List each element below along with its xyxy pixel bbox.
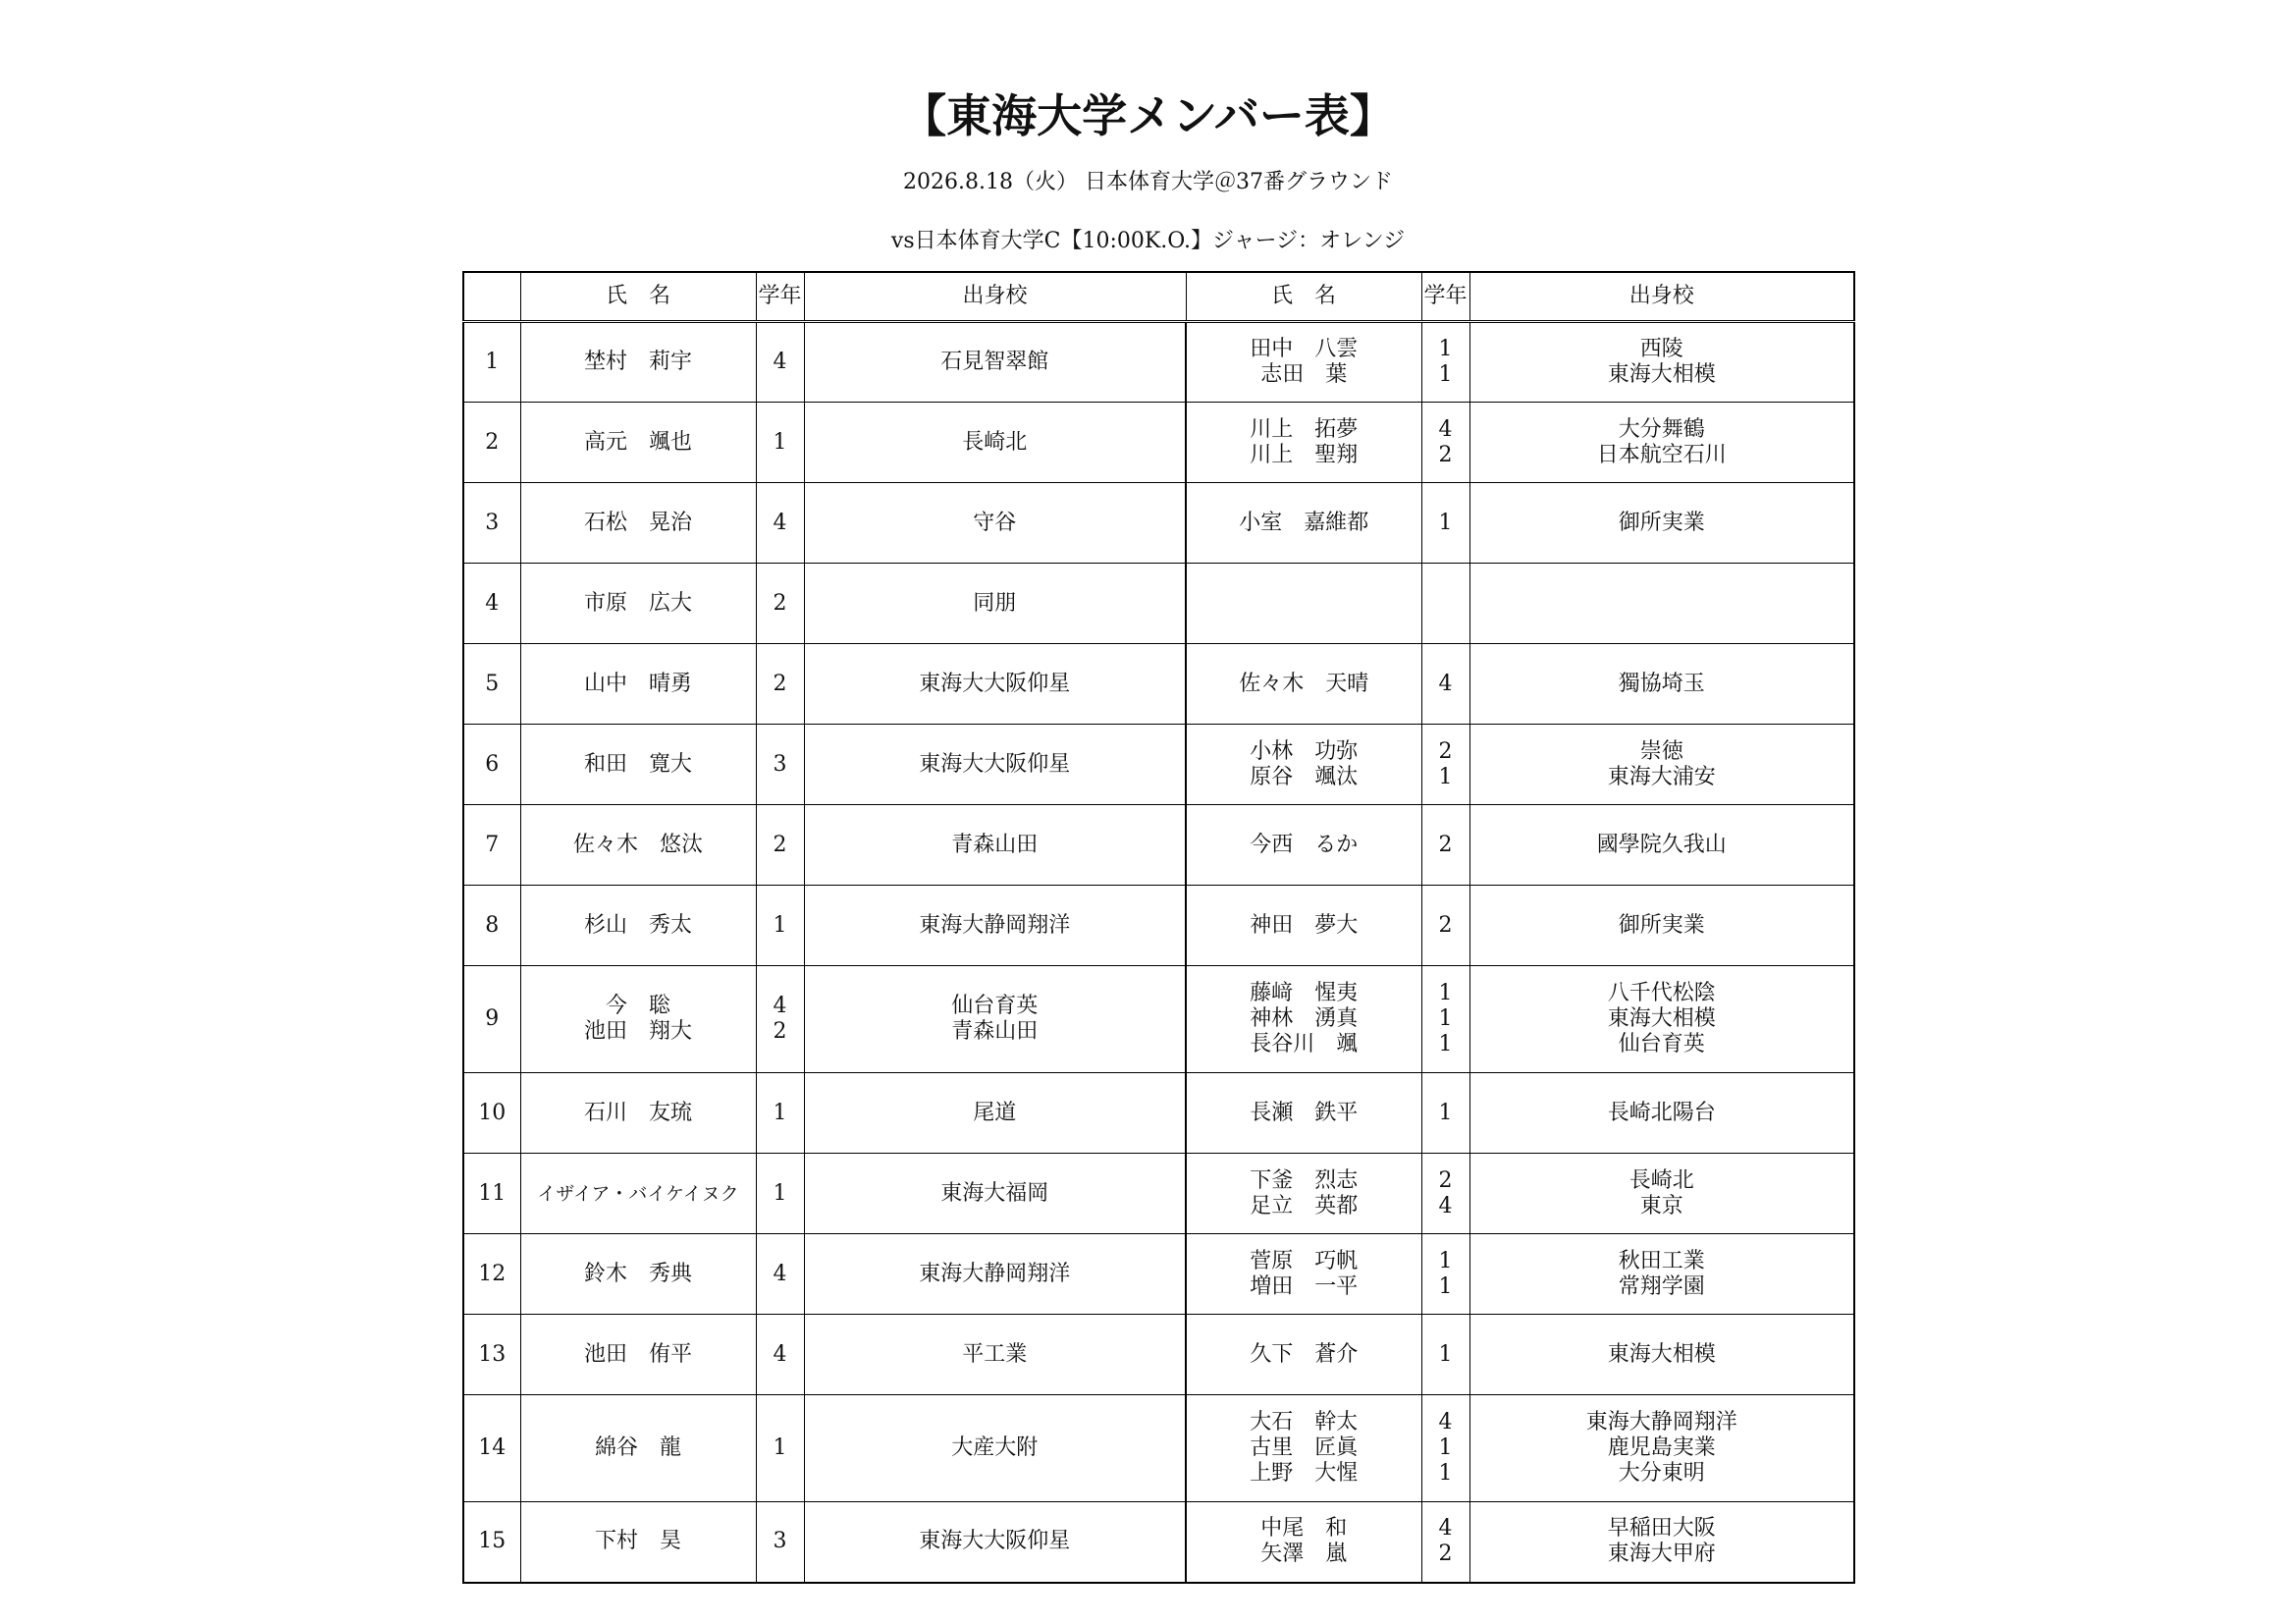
player-year: 2: [1438, 912, 1453, 938]
player-name: 山中 晴勇: [583, 671, 692, 696]
right-school-cell: [1469, 483, 1854, 564]
player-school: 青森山田: [951, 832, 1039, 857]
player-name: 高元 颯也: [583, 429, 692, 455]
player-school: 秋田工業: [1618, 1248, 1705, 1273]
row-number: 4: [463, 564, 520, 644]
right-school-cell: [1469, 886, 1854, 966]
player-school: 東海大大阪仰星: [919, 751, 1071, 777]
player-year: 2: [1438, 442, 1453, 467]
player-name: 下釜 烈志: [1250, 1167, 1359, 1193]
player-name: 小林 功弥: [1250, 738, 1359, 764]
player-school: 東海大甲府: [1607, 1542, 1716, 1567]
left-year-cell: [756, 1315, 804, 1395]
left-school-cell: [804, 1073, 1186, 1154]
player-school: 長崎北陽台: [1607, 1100, 1716, 1125]
player-name: 長谷川 颯: [1250, 1032, 1359, 1056]
left-school-cell: [804, 886, 1186, 966]
left-school-cell: [804, 564, 1186, 644]
left-name-cell: [520, 886, 756, 966]
row-number: 15: [463, 1502, 520, 1583]
player-school: 御所実業: [1618, 912, 1705, 938]
table-row: [463, 483, 1854, 564]
player-year: 1: [1438, 1273, 1453, 1299]
right-year-cell: [1421, 805, 1469, 886]
row-number: 6: [463, 725, 520, 805]
player-name: 神林 湧真: [1250, 1006, 1359, 1031]
right-year-cell: [1421, 725, 1469, 805]
player-school: 大分東明: [1618, 1461, 1705, 1486]
right-school-cell: [1469, 564, 1854, 644]
player-year: 4: [773, 1341, 787, 1367]
player-name: 和田 寛大: [583, 751, 692, 777]
player-name: 下村 昊: [594, 1529, 681, 1554]
player-name: 藤﨑 惺夷: [1250, 981, 1359, 1005]
left-year-cell: [756, 1502, 804, 1583]
row-number: 8: [463, 886, 520, 966]
right-year-cell: [1421, 1073, 1469, 1154]
player-name: 増田 一平: [1250, 1273, 1359, 1299]
player-school: 早稲田大阪: [1607, 1516, 1716, 1542]
right-year-cell: [1421, 966, 1469, 1073]
player-name: 長瀬 鉄平: [1250, 1100, 1359, 1125]
match-date-venue: 2026.8.18（火） 日本体育大学＠37番グラウンド: [903, 170, 1393, 194]
player-year: 1: [1438, 981, 1453, 1005]
left-school-cell: [804, 1315, 1186, 1395]
left-year-cell: [756, 1073, 804, 1154]
player-year: 4: [1438, 1193, 1453, 1218]
player-name: 上野 大惺: [1250, 1461, 1359, 1486]
player-year: 3: [773, 1529, 787, 1554]
player-school: 東海大静岡翔洋: [1585, 1410, 1737, 1435]
player-year: 2: [1438, 1542, 1453, 1567]
player-school: 崇徳: [1639, 738, 1683, 764]
player-name: 中尾 和: [1260, 1516, 1348, 1542]
player-year: 1: [773, 1180, 787, 1206]
right-year-cell: [1421, 1315, 1469, 1395]
player-name: 久下 蒼介: [1250, 1341, 1359, 1367]
player-year: 1: [1438, 1461, 1453, 1486]
player-year: 4: [773, 994, 787, 1018]
player-year: 1: [1438, 1032, 1453, 1056]
player-year: 2: [773, 1019, 787, 1044]
table-body: [463, 322, 1854, 1583]
player-year: 1: [1438, 1100, 1453, 1125]
row-number: 13: [463, 1315, 520, 1395]
right-year-cell: [1421, 1502, 1469, 1583]
right-name-cell: [1186, 1395, 1421, 1502]
player-name: 今 聡: [605, 994, 670, 1018]
right-school-cell: [1469, 1395, 1854, 1502]
player-year: 4: [1438, 416, 1453, 442]
player-school: 尾道: [973, 1100, 1017, 1125]
right-year-cell: [1421, 322, 1469, 403]
header-school-left: 出身校: [804, 272, 1186, 322]
right-name-cell: [1186, 966, 1421, 1073]
left-name-cell: [520, 403, 756, 483]
table-row: [463, 1154, 1854, 1234]
right-school-cell: [1469, 1073, 1854, 1154]
row-number: 9: [463, 966, 520, 1073]
right-school-cell: [1469, 1154, 1854, 1234]
right-school-cell: [1469, 725, 1854, 805]
player-year: 1: [1438, 337, 1453, 361]
table-row: [463, 322, 1854, 403]
table-row: [463, 1073, 1854, 1154]
right-school-cell: [1469, 966, 1854, 1073]
right-name-cell: [1186, 805, 1421, 886]
player-name: 綿谷 龍: [594, 1435, 681, 1460]
right-name-cell: [1186, 564, 1421, 644]
left-name-cell: [520, 483, 756, 564]
player-name: 佐々木 天晴: [1239, 671, 1369, 696]
row-number: 2: [463, 403, 520, 483]
left-school-cell: [804, 1154, 1186, 1234]
left-school-cell: [804, 644, 1186, 725]
player-year: 1: [1438, 1248, 1453, 1273]
right-year-cell: [1421, 564, 1469, 644]
left-name-cell: [520, 322, 756, 403]
player-year: 4: [1438, 1410, 1453, 1435]
player-year: 1: [1438, 362, 1453, 387]
table-row: [463, 725, 1854, 805]
right-name-cell: [1186, 403, 1421, 483]
right-year-cell: [1421, 644, 1469, 725]
player-year: 1: [1438, 1435, 1453, 1460]
player-school: 東海大相模: [1607, 1006, 1716, 1031]
player-name: 石川 友琉: [583, 1100, 692, 1125]
table-row: [463, 564, 1854, 644]
player-school: 八千代松陰: [1607, 981, 1716, 1005]
left-school-cell: [804, 403, 1186, 483]
header-name-right: 氏 名: [1186, 272, 1421, 322]
player-name: 原谷 颯汰: [1250, 764, 1359, 789]
player-school: 石見智翠館: [940, 350, 1049, 374]
left-school-cell: [804, 1395, 1186, 1502]
right-name-cell: [1186, 1154, 1421, 1234]
left-name-cell: [520, 966, 756, 1073]
player-name: 菅原 巧帆: [1250, 1248, 1359, 1273]
player-name: 田中 八雲: [1250, 337, 1359, 361]
header-number: [463, 272, 520, 322]
table-row: [463, 886, 1854, 966]
row-number: 11: [463, 1154, 520, 1234]
right-school-cell: [1469, 322, 1854, 403]
player-name: 石松 晃治: [583, 510, 692, 535]
player-name: 池田 侑平: [583, 1341, 692, 1367]
row-number: 5: [463, 644, 520, 725]
left-school-cell: [804, 322, 1186, 403]
left-year-cell: [756, 886, 804, 966]
player-school: 長崎北: [962, 429, 1028, 455]
player-year: 4: [773, 350, 787, 374]
player-name: 今西 るか: [1250, 832, 1359, 857]
row-number: 14: [463, 1395, 520, 1502]
player-year: 1: [773, 912, 787, 938]
right-year-cell: [1421, 403, 1469, 483]
player-year: 2: [1438, 738, 1453, 764]
player-name: 池田 翔大: [583, 1019, 692, 1044]
right-year-cell: [1421, 886, 1469, 966]
header-year-left: 学年: [756, 272, 804, 322]
player-year: 1: [1438, 510, 1453, 535]
right-name-cell: [1186, 725, 1421, 805]
player-name: 埜村 莉宇: [583, 350, 692, 374]
left-year-cell: [756, 1395, 804, 1502]
right-year-cell: [1421, 1395, 1469, 1502]
left-school-cell: [804, 483, 1186, 564]
player-name: 矢澤 嵐: [1260, 1542, 1348, 1567]
player-school: 仙台育英: [1618, 1032, 1705, 1056]
match-opponent-info: vs日本体育大学C【10:00K.O.】ジャージ：オレンジ: [890, 229, 1406, 253]
player-name: 大石 幹太: [1250, 1410, 1359, 1435]
player-name: 神田 夢大: [1250, 912, 1359, 938]
player-school: 國學院久我山: [1596, 832, 1727, 857]
row-number: 1: [463, 322, 520, 403]
player-name: 市原 広大: [583, 590, 692, 616]
player-year: 1: [773, 429, 787, 455]
player-school: 長崎北: [1629, 1167, 1694, 1193]
right-name-cell: [1186, 1315, 1421, 1395]
player-school: 東京: [1639, 1193, 1683, 1218]
left-name-cell: [520, 1315, 756, 1395]
left-year-cell: [756, 725, 804, 805]
table-row: [463, 1502, 1854, 1583]
right-name-cell: [1186, 1234, 1421, 1315]
table-row: [463, 1315, 1854, 1395]
player-school: 東海大福岡: [940, 1180, 1049, 1206]
row-number: 7: [463, 805, 520, 886]
player-school: 日本航空石川: [1596, 442, 1727, 467]
left-name-cell: [520, 1502, 756, 1583]
right-name-cell: [1186, 483, 1421, 564]
left-name-cell: [520, 1234, 756, 1315]
right-school-cell: [1469, 1234, 1854, 1315]
left-name-cell: [520, 1073, 756, 1154]
player-year: 1: [773, 1435, 787, 1460]
player-school: 大分舞鶴: [1618, 416, 1705, 442]
row-number: 12: [463, 1234, 520, 1315]
player-year: 4: [773, 510, 787, 535]
right-name-cell: [1186, 1073, 1421, 1154]
player-school: 同朋: [973, 590, 1017, 616]
left-name-cell: [520, 725, 756, 805]
player-year: 1: [773, 1100, 787, 1125]
left-year-cell: [756, 1154, 804, 1234]
player-year: 1: [1438, 1341, 1453, 1367]
player-school: 東海大相模: [1607, 1341, 1716, 1367]
player-year: 2: [773, 832, 787, 857]
player-name: 志田 葉: [1260, 362, 1348, 387]
header-school-right: 出身校: [1469, 272, 1854, 322]
left-school-cell: [804, 1502, 1186, 1583]
player-year: 2: [1438, 832, 1453, 857]
player-name: 鈴木 秀典: [583, 1261, 692, 1286]
player-name: イザイア・バイケイヌク: [537, 1182, 739, 1205]
player-school: 東海大静岡翔洋: [919, 912, 1071, 938]
player-school: 鹿児島実業: [1607, 1435, 1716, 1460]
header-name-left: 氏 名: [520, 272, 756, 322]
player-school: 常翔学園: [1618, 1273, 1705, 1299]
left-year-cell: [756, 1234, 804, 1315]
left-school-cell: [804, 966, 1186, 1073]
right-school-cell: [1469, 805, 1854, 886]
player-year: 1: [1438, 1006, 1453, 1031]
right-school-cell: [1469, 1315, 1854, 1395]
player-school: 東海大相模: [1607, 362, 1716, 387]
player-name: 杉山 秀太: [583, 912, 692, 938]
player-year: 2: [773, 590, 787, 616]
player-school: 東海大大阪仰星: [919, 1529, 1071, 1554]
member-table: [462, 271, 1855, 1584]
left-name-cell: [520, 805, 756, 886]
left-year-cell: [756, 644, 804, 725]
left-name-cell: [520, 564, 756, 644]
player-name: 古里 匠眞: [1250, 1435, 1359, 1460]
player-year: 4: [773, 1261, 787, 1286]
left-year-cell: [756, 564, 804, 644]
left-year-cell: [756, 805, 804, 886]
player-name: 川上 拓夢: [1250, 416, 1359, 442]
player-school: 獨協埼玉: [1618, 671, 1705, 696]
right-school-cell: [1469, 1502, 1854, 1583]
table-row: [463, 403, 1854, 483]
right-name-cell: [1186, 322, 1421, 403]
left-name-cell: [520, 1395, 756, 1502]
row-number: 3: [463, 483, 520, 564]
player-name: 佐々木 悠汰: [572, 832, 703, 857]
page-title: 【東海大学メンバー表】: [901, 89, 1395, 142]
player-year: 3: [773, 751, 787, 777]
right-year-cell: [1421, 483, 1469, 564]
player-school: 仙台育英: [951, 994, 1039, 1018]
left-school-cell: [804, 805, 1186, 886]
player-school: 青森山田: [951, 1019, 1039, 1044]
player-school: 大産大附: [951, 1435, 1039, 1460]
player-school: 西陵: [1639, 337, 1683, 361]
player-year: 4: [1438, 671, 1453, 696]
header-year-right: 学年: [1421, 272, 1469, 322]
left-name-cell: [520, 644, 756, 725]
table-row: [463, 966, 1854, 1073]
player-name: 足立 英都: [1250, 1193, 1359, 1218]
player-school: 東海大静岡翔洋: [919, 1261, 1071, 1286]
right-school-cell: [1469, 644, 1854, 725]
player-school: 東海大大阪仰星: [919, 671, 1071, 696]
row-number: 10: [463, 1073, 520, 1154]
player-school: 平工業: [962, 1341, 1028, 1367]
left-school-cell: [804, 1234, 1186, 1315]
table-row: [463, 644, 1854, 725]
table-row: [463, 805, 1854, 886]
player-name: 川上 聖翔: [1250, 442, 1359, 467]
left-year-cell: [756, 966, 804, 1073]
right-year-cell: [1421, 1154, 1469, 1234]
left-year-cell: [756, 403, 804, 483]
player-year: 1: [1438, 764, 1453, 789]
player-school: 御所実業: [1618, 510, 1705, 535]
right-school-cell: [1469, 403, 1854, 483]
left-name-cell: [520, 1154, 756, 1234]
right-name-cell: [1186, 886, 1421, 966]
player-year: 2: [773, 671, 787, 696]
left-year-cell: [756, 483, 804, 564]
player-name: 小室 嘉維都: [1239, 510, 1369, 535]
player-year: 2: [1438, 1167, 1453, 1193]
player-year: 4: [1438, 1516, 1453, 1542]
right-name-cell: [1186, 644, 1421, 725]
player-school: 守谷: [973, 510, 1017, 535]
right-year-cell: [1421, 1234, 1469, 1315]
right-name-cell: [1186, 1502, 1421, 1583]
left-school-cell: [804, 725, 1186, 805]
left-year-cell: [756, 322, 804, 403]
player-school: 東海大浦安: [1607, 764, 1716, 789]
table-row: [463, 1395, 1854, 1502]
table-header-row: [463, 272, 1854, 322]
table-row: [463, 1234, 1854, 1315]
